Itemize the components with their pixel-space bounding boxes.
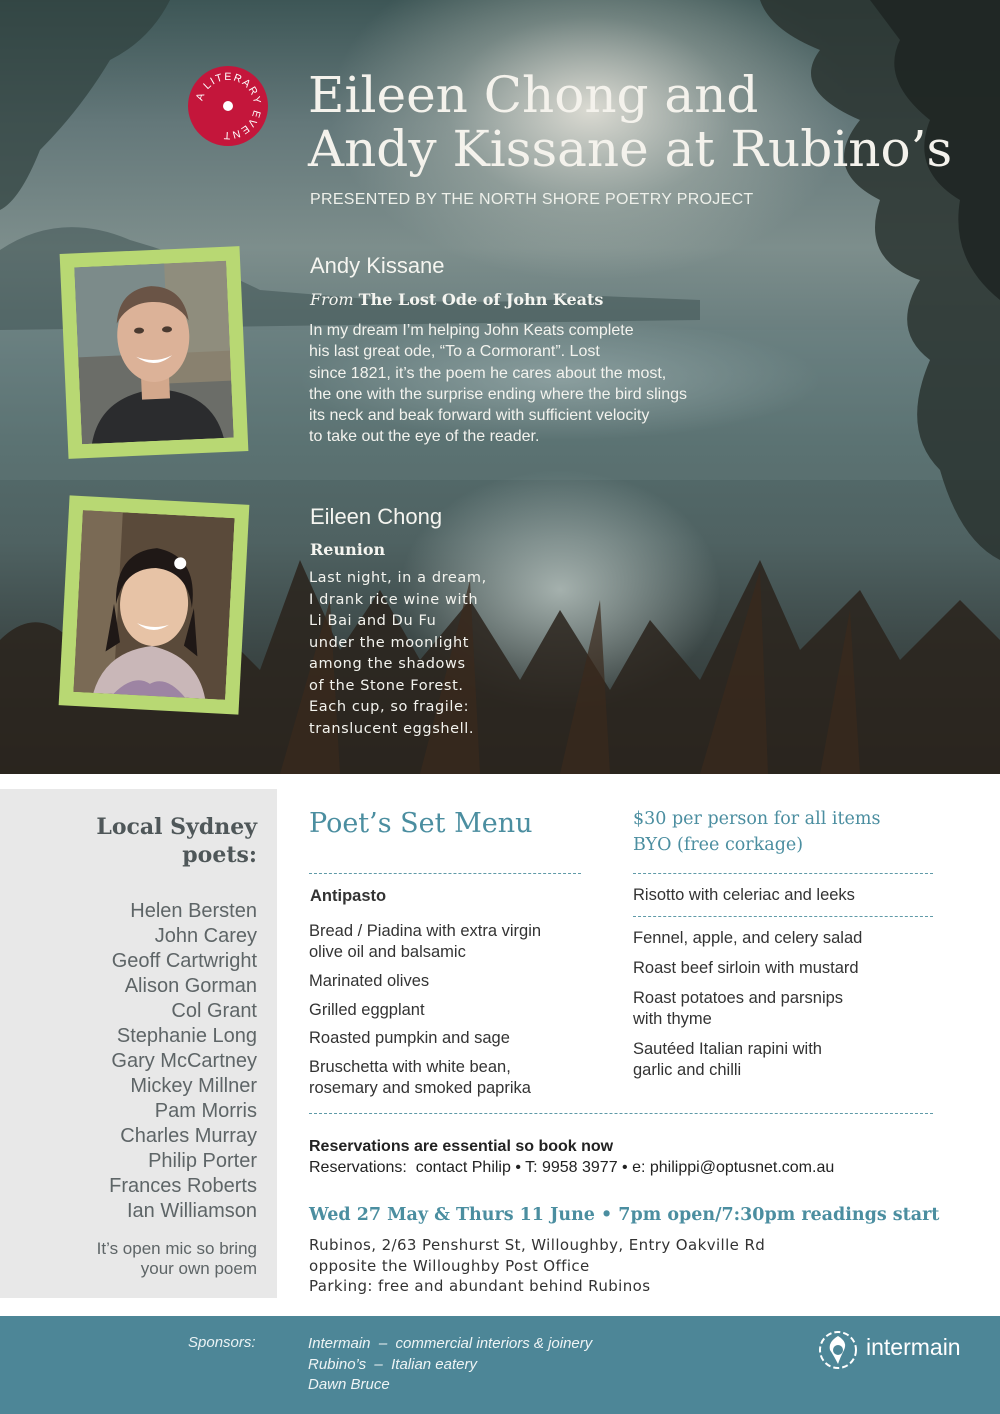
poem-line: his last great ode, “To a Cormorant”. Lost — [309, 343, 600, 361]
divider — [309, 1113, 933, 1114]
menu-item: Roast potatoes and parsnips with thyme — [633, 989, 844, 1028]
sponsor-item: Dawn Bruce — [308, 1376, 390, 1393]
open-mic-note — [17, 1239, 257, 1279]
local-poet-name: Stephanie Long — [116, 1025, 257, 1047]
price-line: $30 per person for all items — [633, 809, 881, 829]
page-title — [308, 68, 988, 176]
poem-excerpt-andy — [309, 320, 687, 448]
menu-item-text: Bread / Piadina with extra virgin olive oil and balsamic — [309, 922, 542, 961]
menu-item: Bruschetta with white bean, rosemary and smoked paprika — [309, 1058, 531, 1097]
title-line-2: Andy Kissane at Rubino’s — [308, 120, 953, 178]
venue-line: Rubinos, 2/63 Penshurst St, Willoughby, Entry Oakville Rd — [309, 1236, 766, 1254]
local-poet-name: Col Grant — [171, 1000, 257, 1022]
divider — [633, 873, 933, 874]
sponsor-item: Rubino’s – Italian eatery — [308, 1355, 477, 1373]
poem-line: I drank rice wine with — [309, 591, 479, 608]
andy-kissane-photo — [74, 261, 234, 444]
sponsors-list — [308, 1334, 592, 1396]
work-name: Reunion — [310, 540, 386, 559]
work-title-eileen — [310, 540, 385, 559]
local-poet-name: Ian Williamson — [126, 1200, 257, 1222]
venue-line: Parking: free and abundant behind Rubinos — [309, 1277, 651, 1295]
reservations-contact: Reservations: contact Philip • T: 9958 3977 • e: philippi@optusnet.com.au — [309, 1159, 835, 1176]
poem-line: to take out the eye of the reader. — [309, 428, 540, 446]
sponsors-label: Sponsors: — [188, 1334, 256, 1351]
local-poets-panel — [0, 789, 277, 1298]
menu-item: Fennel, apple, and celery salad — [633, 929, 863, 947]
local-poet-name: Mickey Millner — [130, 1075, 257, 1097]
work-prefix: From — [310, 290, 354, 309]
menu-item: Roasted pumpkin and sage — [309, 1029, 510, 1047]
poet-name-eileen: Eileen Chong — [310, 504, 443, 529]
menu-section-heading: Antipasto — [310, 887, 387, 905]
local-poet-name: Philip Porter — [148, 1150, 257, 1172]
local-poet-name: Alison Gorman — [124, 975, 257, 997]
poem-line: under the moonlight — [309, 634, 470, 651]
eileen-chong-photo — [73, 510, 234, 700]
literary-event-badge — [188, 66, 268, 146]
poem-line: since 1821, it’s the poem he cares about the most, — [309, 364, 667, 382]
menu-item — [309, 921, 541, 963]
local-poet-name: Helen Bersten — [130, 900, 257, 922]
local-poet-name: Geoff Cartwright — [111, 950, 257, 972]
open-mic-line: It’s open mic so bring — [96, 1239, 257, 1258]
heading-line: Local Sydney — [96, 814, 257, 840]
work-title-andy — [310, 290, 603, 309]
poet-name-andy: Andy Kissane — [310, 253, 445, 278]
local-poets-heading — [96, 813, 257, 869]
menu-item: Sautéed Italian rapini with garlic and chilli — [633, 1040, 822, 1079]
poem-line: Each cup, so fragile: — [309, 699, 470, 715]
event-venue — [309, 1235, 765, 1297]
sponsor-item: Intermain – commercial interiors & joinery — [308, 1335, 593, 1352]
divider — [309, 873, 581, 874]
menu-item: Risotto with celeriac and leeks — [633, 886, 855, 904]
andy-kissane-photo-frame — [60, 246, 249, 459]
poem-line: In my dream I’m helping John Keats complete — [309, 322, 634, 339]
poem-line: translucent eggshell. — [309, 720, 475, 737]
open-mic-line: your own poem — [140, 1259, 257, 1278]
eileen-chong-photo-frame — [59, 495, 250, 714]
price-line: BYO (free corkage) — [633, 835, 804, 855]
local-poet-name: John Carey — [154, 925, 257, 947]
heading-line: poets: — [182, 842, 257, 868]
page-subtitle: PRESENTED BY THE NORTH SHORE POETRY PROJECT — [310, 191, 754, 208]
title-line-1: Eileen Chong and — [308, 66, 759, 124]
work-name: The Lost Ode of John Keats — [358, 290, 604, 309]
poem-line: of the Stone Forest. — [309, 677, 464, 694]
menu-item: Roast beef sirloin with mustard — [633, 959, 859, 977]
poem-excerpt-eileen — [309, 568, 487, 740]
local-poet-name: Pam Morris — [154, 1100, 257, 1122]
local-poet-name: Gary McCartney — [111, 1050, 257, 1072]
local-poet-name: Frances Roberts — [109, 1175, 257, 1197]
menu-item: Grilled eggplant — [309, 1001, 425, 1019]
sponsors-footer — [0, 1316, 1000, 1414]
reservations-heading: Reservations are essential so book now — [309, 1138, 614, 1155]
poem-line: Li Bai and Du Fu — [309, 613, 437, 629]
menu-title: Poet’s Set Menu — [309, 808, 533, 839]
badge-text: A LITERARY EVENT — [193, 70, 264, 142]
divider — [633, 916, 933, 917]
local-poet-name: Charles Murray — [120, 1125, 257, 1147]
intermain-logo-icon — [818, 1330, 858, 1370]
poem-line: its neck and beak forward with sufficient velocity — [309, 407, 650, 425]
venue-line: opposite the Willoughby Post Office — [309, 1256, 590, 1275]
menu-price — [633, 806, 880, 858]
poem-line: Last night, in a dream, — [309, 570, 487, 586]
poem-line: the one with the surprise ending where the bird slings — [309, 385, 687, 403]
menu-item: Marinated olives — [309, 972, 430, 990]
poem-line: among the shadows — [309, 656, 466, 672]
intermain-logo-text: intermain — [866, 1334, 961, 1360]
badge-dot — [223, 101, 233, 111]
event-dates: Wed 27 May & Thurs 11 June • 7pm open/7:30pm readings start — [309, 1205, 940, 1225]
local-poets-list — [109, 899, 257, 1224]
